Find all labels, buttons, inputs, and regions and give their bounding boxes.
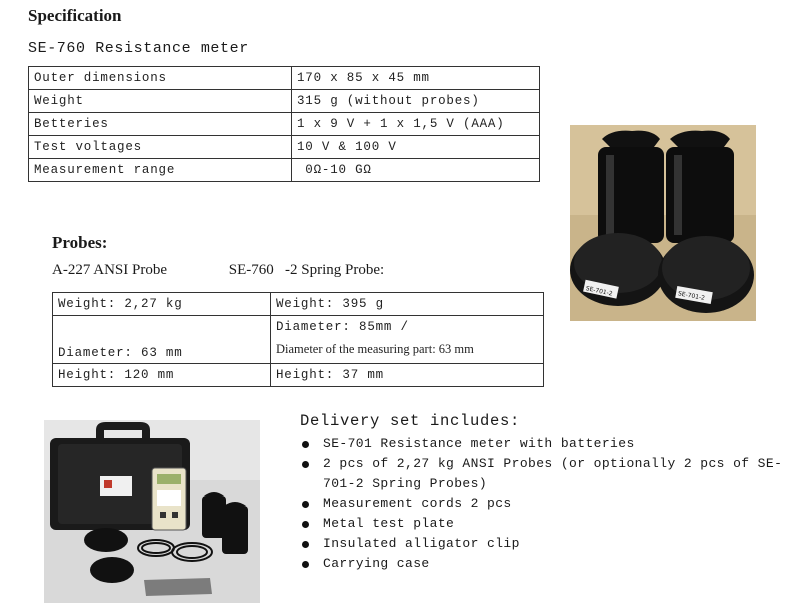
list-item-text: Metal test plate bbox=[323, 516, 455, 531]
probe-name-a: A-227 ANSI Probe bbox=[52, 262, 167, 278]
spec-label: Weight bbox=[29, 90, 292, 113]
probe-b-diameter bbox=[271, 316, 544, 364]
probe-a-weight: Weight: 2,27 kg bbox=[53, 293, 271, 316]
spec-label: Test voltages bbox=[29, 136, 292, 159]
probe-label-left: SE-701-2 bbox=[585, 285, 614, 298]
probes-heading: Probes: bbox=[52, 233, 108, 252]
bullet-icon bbox=[302, 461, 309, 468]
probe-a-diameter: Diameter: 63 mm bbox=[53, 316, 271, 364]
table-row bbox=[53, 316, 544, 364]
table-row bbox=[29, 67, 540, 90]
delivery-list bbox=[300, 434, 783, 574]
resistance-meter bbox=[152, 468, 186, 530]
spec-value: 1 x 9 V + 1 x 1,5 V (AAA) bbox=[292, 113, 540, 136]
probe-b-weight: Weight: 395 g bbox=[271, 293, 544, 316]
probe-a-height: Height: 120 mm bbox=[53, 364, 271, 387]
probe-name-b: SE-760 -2 Spring Probe: bbox=[228, 262, 385, 278]
list-item-text: Measurement cords 2 pcs bbox=[323, 496, 512, 511]
left-spring-probe bbox=[570, 233, 666, 306]
list-item-text: Carrying case bbox=[323, 556, 430, 571]
probes-photo bbox=[570, 125, 756, 321]
specification-table bbox=[28, 66, 540, 182]
device-title: SE-760 Resistance meter bbox=[28, 40, 249, 57]
probes-table bbox=[52, 292, 544, 387]
list-item bbox=[300, 534, 783, 554]
list-item bbox=[300, 554, 783, 574]
bullet-icon bbox=[302, 501, 309, 508]
probe-names bbox=[52, 262, 384, 279]
delivery-set-photo bbox=[44, 420, 260, 603]
right-spring-probe bbox=[658, 236, 754, 313]
metal-test-plate bbox=[144, 578, 212, 596]
list-item bbox=[300, 434, 783, 454]
list-item-text: Insulated alligator clip bbox=[323, 536, 520, 551]
probe-label-right: SE-701-2 bbox=[677, 290, 706, 302]
spec-label: Measurement range bbox=[29, 159, 292, 182]
delivery-title: Delivery set includes: bbox=[300, 412, 521, 430]
list-item-text: 2 pcs of 2,27 kg ANSI Probes (or optionally 2 pcs of SE-701-2 Spring Probes) bbox=[323, 456, 783, 491]
table-row bbox=[53, 364, 544, 387]
spec-label: Outer dimensions bbox=[29, 67, 292, 90]
table-row bbox=[29, 90, 540, 113]
specification-heading: Specification bbox=[28, 6, 122, 25]
list-item bbox=[300, 454, 783, 494]
table-row bbox=[29, 136, 540, 159]
bullet-icon bbox=[302, 521, 309, 528]
bullet-icon bbox=[302, 561, 309, 568]
list-item bbox=[300, 514, 783, 534]
table-row bbox=[29, 113, 540, 136]
list-item bbox=[300, 494, 783, 514]
bullet-icon bbox=[302, 541, 309, 548]
right-cylinder-probe bbox=[666, 131, 734, 243]
probe-b-height: Height: 37 mm bbox=[271, 364, 544, 387]
delivery-set bbox=[300, 412, 783, 574]
bullet-icon bbox=[302, 441, 309, 448]
table-row bbox=[53, 293, 544, 316]
probe-b-diameter-line2: Diameter of the measuring part: 63 mm bbox=[276, 342, 474, 356]
left-cylinder-probe bbox=[598, 131, 664, 243]
probe-b-diameter-line1: Diameter: 85mm / bbox=[276, 320, 409, 334]
spec-label: Betteries bbox=[29, 113, 292, 136]
list-item-text: SE-701 Resistance meter with batteries bbox=[323, 436, 635, 451]
spec-value: 10 V & 100 V bbox=[292, 136, 540, 159]
spec-value: 315 g (without probes) bbox=[292, 90, 540, 113]
table-row bbox=[29, 159, 540, 182]
spec-value: 0Ω-10 GΩ bbox=[292, 159, 540, 182]
spec-value: 170 x 85 x 45 mm bbox=[292, 67, 540, 90]
